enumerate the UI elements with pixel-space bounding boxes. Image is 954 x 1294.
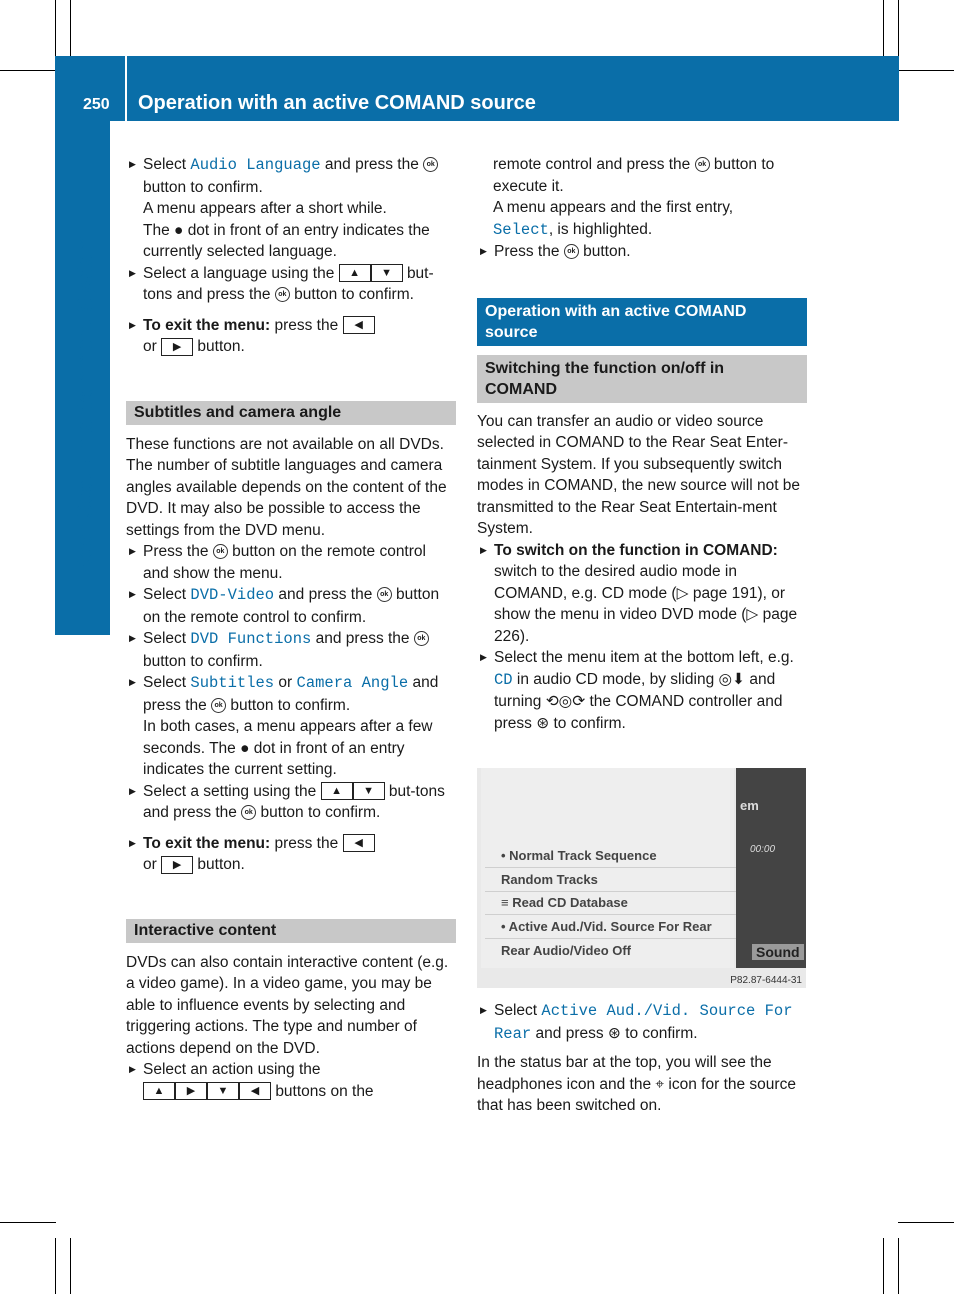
panel-sound: Sound [752, 944, 804, 960]
step-switch-on: ▶ To switch on the function in COMAND: switch to the desired audio mode in COMAND, e.g. CD mode (▷ page 191), or show the menu in video DVD mode (▷ page 226). [477, 540, 807, 648]
down-key-icon: ▼ [353, 782, 385, 800]
crop-mark [70, 1238, 71, 1294]
panel-time: 00:00 [750, 844, 776, 855]
left-column [126, 154, 456, 1102]
right-key-icon: ▶ [161, 856, 193, 874]
crop-mark [0, 70, 56, 71]
step-select-menu-item: ▶ Select the menu item at the bottom left, e.g. CD in audio CD mode, by sliding ◎⬇ and turning ⟲◎⟳ the COMAND controller and press ⊛ to confirm. [477, 647, 807, 734]
ok-icon: ok [414, 631, 429, 646]
ok-icon: ok [423, 157, 438, 172]
crop-mark [883, 1238, 884, 1294]
chapter-title: Rear Seat Entertainment System [72, 234, 97, 574]
step-select-audio-language: ▶ Select Audio Language and press the ok button to confirm. A menu appears after a short while. The ● dot in front of an entry indicates the currently selected language. [126, 154, 456, 263]
panel-text: em [740, 798, 759, 813]
left-key-icon: ◀ [343, 834, 375, 852]
crop-mark [898, 0, 899, 56]
ok-icon: ok [213, 544, 228, 559]
step-select-action: ▶ Select an action using the ▲ ▶ ▼ ◀ buttons on the [126, 1059, 456, 1102]
header-divider [125, 56, 127, 121]
step-subtitles-camera: ▶ Select Subtitles or Camera Angle and press the ok button to confirm. In both cases, a menu appears after a few seconds. The ● dot in front of an entry indicates the current setting. [126, 672, 456, 781]
step-continued: remote control and press the ok button to execute it. A menu appears and the first entry, Select, is highlighted. [493, 156, 775, 239]
step-press-ok-right: ▶ Press the ok button. [477, 241, 807, 263]
ok-icon: ok [377, 587, 392, 602]
left-key-icon: ◀ [239, 1082, 271, 1100]
page-header [55, 56, 899, 121]
comand-screenshot [477, 768, 806, 988]
section-subheading-switching: Switching the function on/off in COMAND [477, 355, 807, 403]
right-key-icon: ▶ [161, 338, 193, 356]
crop-mark [898, 1222, 954, 1223]
step-select-language: ▶ Select a language using the ▲ ▼ but-tons and press the ok button to confirm. [126, 263, 456, 306]
section-heading-subtitles: Subtitles and camera angle [126, 401, 456, 425]
step-dvd-functions: ▶ Select DVD Functions and press the ok button to confirm. [126, 628, 456, 672]
step-select-setting: ▶ Select a setting using the ▲ ▼ but-tons and press the ok button to confirm. [126, 781, 456, 824]
switching-intro: You can transfer an audio or video source selected in COMAND to the Rear Seat Enter-tainment System. If you subsequently switch modes in COMAND, the new source will not be transmitted to the Rear Seat Entertain-ment System. [477, 412, 801, 537]
crop-mark [70, 0, 71, 56]
crop-mark [55, 1238, 56, 1294]
up-key-icon: ▲ [339, 264, 371, 282]
menu-item: • Active Aud./Vid. Source For Rear [485, 916, 751, 939]
step-exit-menu-2: ▶ To exit the menu: press the ◀ or ▶ button. [126, 833, 456, 876]
menu-item: ≡ Read CD Database [485, 892, 751, 915]
up-key-icon: ▲ [143, 1082, 175, 1100]
ok-icon: ok [275, 287, 290, 302]
interactive-intro: DVDs can also contain interactive content (e.g. a video game). In a video game, you may be able to influence events by selecting and triggering actions. The type and number of actions depend on the DVD. [126, 953, 449, 1057]
status-bar-note: In the status bar at the top, you will see the headphones icon and the ⌖ icon for the source that has been switched on. [477, 1054, 796, 1114]
ok-icon: ok [695, 157, 710, 172]
comand-right-panel [736, 768, 806, 968]
section-heading-active-source: Operation with an active COMAND source [477, 298, 807, 346]
crop-mark [883, 0, 884, 56]
menu-item: • Normal Track Sequence [485, 845, 751, 868]
section-heading-interactive: Interactive content [126, 919, 456, 943]
menu-item: Random Tracks [485, 869, 751, 892]
step-press-ok: ▶ Press the ok button on the remote control and show the menu. [126, 541, 456, 584]
down-key-icon: ▼ [371, 264, 403, 282]
left-key-icon: ◀ [343, 316, 375, 334]
menu-item: Rear Audio/Video Off [501, 943, 632, 958]
page-title: Operation with an active COMAND source [138, 92, 536, 114]
crop-mark [898, 1238, 899, 1294]
comand-menu [481, 768, 734, 968]
subtitles-intro: These functions are not available on all DVDs. The number of subtitle languages and camera angles available depends on the content of the DVD. It may also be possible to access the settings from the DVD menu. [126, 435, 447, 539]
crop-mark [55, 0, 56, 56]
ok-icon: ok [564, 244, 579, 259]
crop-mark [898, 70, 954, 71]
step-dvd-video: ▶ Select DVD-Video and press the ok button on the remote control to confirm. [126, 584, 456, 628]
figure-ref: P82.87-6444-31 [730, 975, 802, 986]
step-exit-menu: ▶ To exit the menu: press the ◀ or ▶ button. [126, 315, 456, 358]
crop-mark [0, 1222, 56, 1223]
right-column-bottom [477, 1000, 807, 1117]
ok-icon: ok [211, 698, 226, 713]
down-key-icon: ▼ [207, 1082, 239, 1100]
ok-icon: ok [241, 805, 256, 820]
right-column [477, 154, 807, 734]
right-key-icon: ▶ [175, 1082, 207, 1100]
up-key-icon: ▲ [321, 782, 353, 800]
step-select-active-source: ▶ Select Active Aud./Vid. Source For Rear and press ⊛ to confirm. [477, 1000, 807, 1045]
page-number: 250 [83, 96, 110, 113]
